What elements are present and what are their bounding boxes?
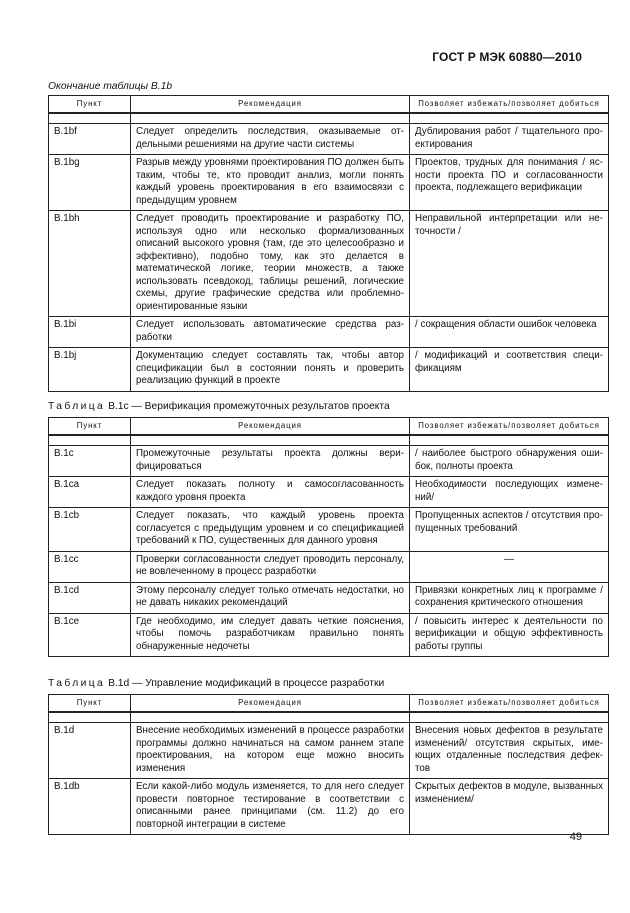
table-b1d-caption-title: В.1d — Управление модификаций в процессе разработки: [108, 678, 385, 689]
table-row: [49, 582, 609, 613]
table-row: [49, 477, 609, 508]
item-cell: B.1ce: [49, 613, 131, 657]
avoid-cell: Дублирования работ / тщательного проектирования: [410, 124, 609, 155]
recommendation-cell: Этому персоналу следует только отмечать недостатки, но не давать никаких рекомендаций: [131, 582, 410, 613]
recommendation-cell: Следует проводить проектирование и разработку ПО, используя одно или несколько формализованных описаний высокого уровня (там, где это целесообразно и эффективно), подобно тому, как это делается в математической логике, теории множеств, а также использовать псевдокод, таблицы решений, логические схемы, другие графические средства или проблемно-ориентированные языки: [131, 211, 410, 317]
avoid-cell: / сокращения области ошибок человека: [410, 317, 609, 348]
table-row: [49, 508, 609, 552]
column-header-recommendation: Рекомендация: [131, 96, 410, 114]
recommendation-cell: Следует показать, что каждый уровень проекта согласуется с предыдущим уровнем и со спецификацией требований к ПО, существенных для данного уровня: [131, 508, 410, 552]
table-row: [49, 779, 609, 835]
table-header-row: [49, 418, 609, 436]
avoid-cell: Внесения новых дефектов в результате изменений/ отсутствия скрытых, имеющих отдаленные последствия дефектов: [410, 723, 609, 779]
avoid-cell: Скрытых дефектов в модуле, вызванных изменением/: [410, 779, 609, 835]
avoid-cell: Привязки конкретных лиц к программе / сохранения критического отношения: [410, 582, 609, 613]
item-cell: B.1db: [49, 779, 131, 835]
table-b1b: [48, 95, 609, 392]
avoid-cell: / модификаций и соответствия спецификациям: [410, 348, 609, 392]
recommendation-cell: Следует определить последствия, оказываемые отдельными решениями на другие части системы: [131, 124, 410, 155]
recommendation-cell: Если какой-либо модуль изменяется, то для него следует провести повторное тестирование в соответствии с описанными ранее принципами (см. 11.2) до его повторной интеграции в системе: [131, 779, 410, 835]
table-row: [49, 155, 609, 211]
item-cell: B.1bh: [49, 211, 131, 317]
item-cell: B.1c: [49, 446, 131, 477]
recommendation-cell: Следует показать полноту и самосогласованность каждого уровня проекта: [131, 477, 410, 508]
avoid-cell: Пропущенных аспектов / отсутствия пропущенных требований: [410, 508, 609, 552]
table-row: [49, 446, 609, 477]
table-row: [49, 723, 609, 779]
item-cell: B.1cc: [49, 551, 131, 582]
table-b1b-caption: Окончание таблицы В.1b: [48, 81, 173, 92]
table-b1d-caption: [48, 678, 384, 689]
recommendation-cell: Разрыв между уровнями проектирования ПО должен быть таким, чтобы те, кто проводит анализ, могли понять каждый уровень проектирования в его взаимосвязи с предыдущим уровнем: [131, 155, 410, 211]
item-cell: B.1ca: [49, 477, 131, 508]
column-header-recommendation: Рекомендация: [131, 695, 410, 713]
table-header-row: [49, 96, 609, 114]
table-row: [49, 317, 609, 348]
table-b1c: [48, 417, 609, 657]
column-header-item: Пункт: [49, 695, 131, 713]
table-b1c-caption-title: В.1с — Верификация промежуточных результатов проекта: [108, 401, 390, 412]
recommendation-cell: Промежуточные результаты проекта должны верифицироваться: [131, 446, 410, 477]
item-cell: B.1cb: [49, 508, 131, 552]
item-cell: B.1bj: [49, 348, 131, 392]
recommendation-cell: Внесение необходимых изменений в процессе разработки программы должно начинаться на самом раннем этапе проектирования, на котором еще можно вносить изменения: [131, 723, 410, 779]
table-b1d-caption-prefix: Таблица: [48, 678, 106, 689]
avoid-cell: Необходимости последующих изменений/: [410, 477, 609, 508]
recommendation-cell: Проверки согласованности следует проводить персоналу, не вовлеченному в процесс разработки: [131, 551, 410, 582]
table-row: [49, 551, 609, 582]
recommendation-cell: Документацию следует составлять так, чтобы автор спецификации был в состоянии понять и проверить реализацию функций в проекте: [131, 348, 410, 392]
avoid-cell: / наиболее быстрого обнаружения ошибок, полноты проекта: [410, 446, 609, 477]
column-header-item: Пункт: [49, 418, 131, 436]
column-header-avoid: Позволяет избежать/позволяет добиться: [410, 695, 609, 713]
avoid-cell: Проектов, трудных для понимания / ясности проекта ПО и согласованности проекта, подлежащего верификации: [410, 155, 609, 211]
table-row: [49, 348, 609, 392]
table-row: [49, 613, 609, 657]
recommendation-cell: Где необходимо, им следует давать четкие пояснения, чтобы помочь разработчикам правильно понять обнаруженные недочеты: [131, 613, 410, 657]
page-number: 49: [569, 831, 582, 843]
item-cell: B.1bi: [49, 317, 131, 348]
column-header-avoid: Позволяет избежать/позволяет добиться: [410, 418, 609, 436]
table-b1d: [48, 694, 609, 835]
table-spacer-row: [49, 113, 609, 124]
item-cell: B.1cd: [49, 582, 131, 613]
table-b1c-caption-prefix: Таблица: [48, 401, 106, 412]
item-cell: B.1bf: [49, 124, 131, 155]
table-b1c-caption: [48, 401, 390, 412]
column-header-recommendation: Рекомендация: [131, 418, 410, 436]
table-row: [49, 211, 609, 317]
recommendation-cell: Следует использовать автоматические средства разработки: [131, 317, 410, 348]
table-header-row: [49, 695, 609, 713]
column-header-avoid: Позволяет избежать/позволяет добиться: [410, 96, 609, 114]
avoid-cell: / повысить интерес к деятельности по верификации и общую эффективность работы группы: [410, 613, 609, 657]
item-cell: B.1d: [49, 723, 131, 779]
page-header-standard: ГОСТ Р МЭК 60880—2010: [432, 50, 582, 64]
avoid-cell: —: [410, 551, 609, 582]
table-row: [49, 124, 609, 155]
table-spacer-row: [49, 712, 609, 723]
table-spacer-row: [49, 435, 609, 446]
column-header-item: Пункт: [49, 96, 131, 114]
item-cell: B.1bg: [49, 155, 131, 211]
avoid-cell: Неправильной интерпретации или неточности /: [410, 211, 609, 317]
